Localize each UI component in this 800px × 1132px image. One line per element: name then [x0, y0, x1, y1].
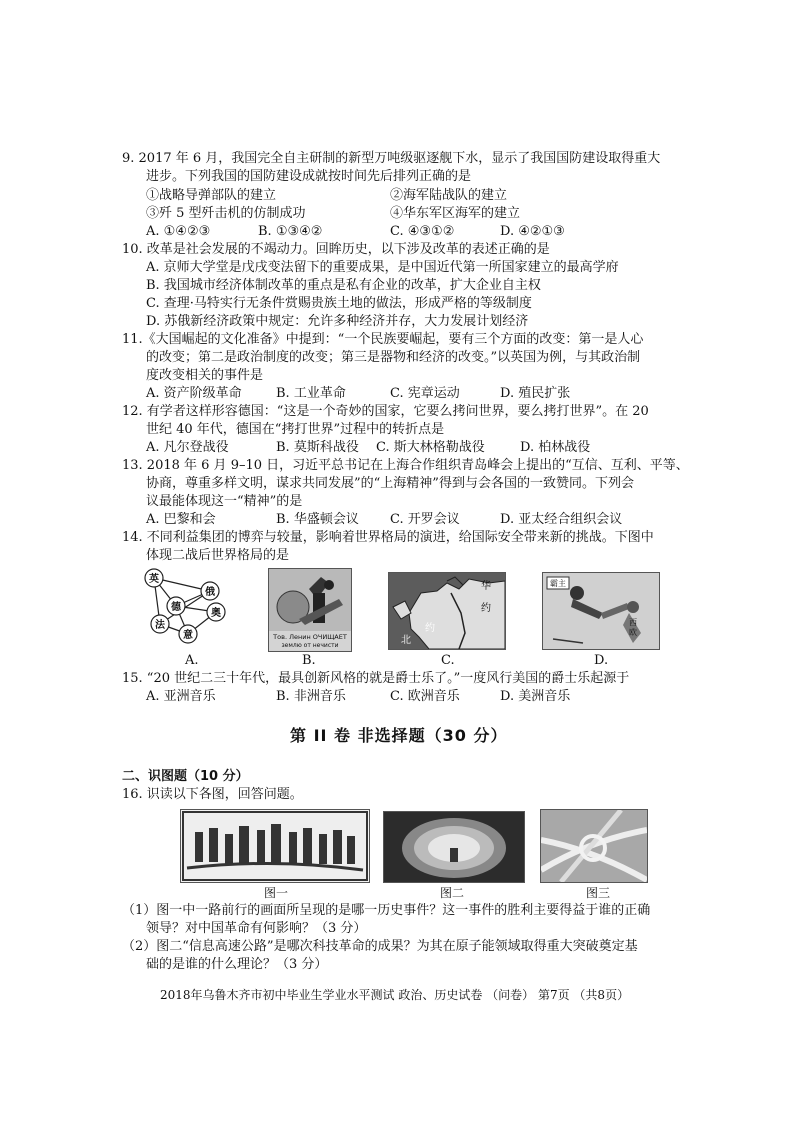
hegemony-cartoon-image	[542, 572, 660, 650]
q14-stem-line2: 体现二战后世界格局的是	[146, 548, 290, 563]
cartoon-label-ou: 欧	[629, 628, 637, 637]
part2-title: 第 II 卷 非选择题（30 分）	[290, 726, 508, 745]
q13-stem-line3: 议最能体现这一“精神”的是	[146, 494, 303, 509]
map-label-yue1: 约	[481, 603, 491, 614]
node-e: 俄	[205, 587, 215, 598]
q9-item-1: ①战略导弹部队的建立	[146, 188, 277, 203]
alliance-diagram	[140, 568, 240, 648]
q10-stem: 10. 改革是社会发展的不竭动力。回眸历史，以下涉及改革的表述正确的是	[122, 242, 550, 257]
q14-stem-line1: 14. 不同利益集团的博弈与较量，影响着世界格局的演进，给国际安全带来新的挑战。下图中	[122, 530, 654, 545]
figure2-image	[383, 811, 525, 883]
q9-option-d: D. ④②①③	[500, 224, 565, 239]
q16-sub2-line2: 础的是谁的什么理论？（3 分）	[146, 957, 328, 972]
q9-item-3: ③歼 5 型歼击机的仿制成功	[146, 206, 306, 221]
q11-option-d: D. 殖民扩张	[500, 386, 571, 401]
q12-option-d: D. 柏林战役	[520, 440, 591, 455]
q9-item-2: ②海军陆战队的建立	[390, 188, 508, 203]
q11-option-c: C. 宪章运动	[390, 386, 460, 401]
q16-sub1-line2: 领导？对中国革命有何影响？（3 分）	[146, 921, 367, 936]
q13-option-a: A. 巴黎和会	[146, 512, 216, 527]
node-yi: 意	[183, 630, 193, 641]
q15-option-b: B. 非洲音乐	[276, 689, 346, 704]
europe-map-image	[388, 572, 506, 650]
q15-stem: 15. “20 世纪二三十年代，最具创新风格的就是爵士乐了。”一度风行美国的爵士乐起源于	[122, 671, 630, 686]
q14-caption-b: B.	[302, 653, 316, 668]
q11-option-a: A. 资产阶级革命	[146, 386, 242, 401]
lenin-poster-image	[268, 568, 352, 652]
q13-option-d: D. 亚太经合组织会议	[500, 512, 623, 527]
figure3-caption: 图三	[586, 886, 611, 900]
cartoon-label-xi: 西	[629, 618, 637, 627]
q11-stem-line2: 的改变；第二是政治制度的改变；第三是器物和经济的改变。”以英国为例，与其政治制	[146, 350, 641, 365]
figure3-image	[540, 809, 648, 883]
q10-option-b: B. 我国城市经济体制改革的重点是私有企业的改革，扩大企业自主权	[146, 278, 541, 293]
q9-option-b: B. ①③④②	[258, 224, 323, 239]
q11-stem-line1: 11.《大国崛起的文化准备》中提到：“一个民族要崛起，要有三个方面的改变：第一是人心	[122, 332, 644, 347]
node-de: 德	[171, 602, 181, 613]
q11-stem-line3: 度改变相关的事件是	[146, 368, 264, 383]
map-label-bei: 北	[401, 635, 411, 646]
cartoon-label-bazhu: 霸主	[550, 579, 566, 588]
q10-option-c: C. 查理·马特实行无条件赏赐贵族土地的做法，形成严格的等级制度	[146, 296, 532, 311]
q9-option-c: C. ④③①②	[390, 224, 455, 239]
map-label-hua: 华	[481, 581, 491, 592]
q10-option-d: D. 苏俄新经济政策中规定：允许多种经济并存，大力发展计划经济	[146, 314, 529, 329]
q12-option-b: B. 莫斯科战役	[276, 440, 359, 455]
q13-stem-line2: 协商，尊重多样文明，谋求共同发展”的“上海精神”得到与会各国的一致赞同。下列会	[146, 476, 634, 491]
q13-option-c: C. 开罗会议	[390, 512, 460, 527]
q9-stem-line2: 进步。下列我国的国防建设成就按时间先后排列正确的是	[146, 169, 472, 184]
page-footer: 2018年乌鲁木齐市初中毕业生学业水平测试 政治、历史试卷 （问卷） 第7页 （共8页）	[160, 988, 630, 1002]
q11-option-b: B. 工业革命	[276, 386, 346, 401]
q9-stem-line1: 9. 2017 年 6 月，我国完全自主研制的新型万吨级驱逐舰下水，显示了我国国防建设取得重大	[122, 151, 661, 166]
q14-caption-a: A.	[185, 653, 199, 668]
q9-option-a: A. ①④②③	[146, 224, 211, 239]
q12-option-c: C. 斯大林格勒战役	[376, 440, 485, 455]
q16-sub1-line1: （1）图一中一路前行的画面所呈现的是哪一历史事件？这一事件的胜利主要得益于谁的正确	[122, 903, 651, 918]
q14-caption-d: D.	[594, 653, 609, 668]
map-label-yue2: 约	[425, 623, 435, 634]
figure1-caption: 图一	[264, 886, 289, 900]
figure1-image	[180, 809, 370, 883]
q9-item-4: ④华东军区海军的建立	[390, 206, 521, 221]
q13-stem-line1: 13. 2018 年 6 月 9–10 日，习近平总书记在上海合作组织青岛峰会上提出的“互信、互利、平等、	[122, 458, 689, 473]
q15-option-a: A. 亚洲音乐	[146, 689, 216, 704]
q16-stem: 16. 识读以下各图，回答问题。	[122, 787, 303, 802]
q10-option-a: A. 京师大学堂是戊戌变法留下的重要成果，是中国近代第一所国家建立的最高学府	[146, 260, 619, 275]
q12-stem-line1: 12. 有学者这样形容德国：“这是一个奇妙的国家，它要么拷问世界，要么拷打世界”。在 20	[122, 404, 649, 419]
figure2-caption: 图二	[440, 886, 465, 900]
section2-heading: 二、识图题（10 分）	[122, 769, 249, 784]
node-ying: 英	[149, 574, 159, 585]
node-fa: 法	[155, 620, 165, 631]
q12-stem-line2: 世纪 40 年代，德国在“拷打世界”过程中的转折点是	[146, 422, 445, 437]
poster-caption-line2: землю от нечисти	[281, 642, 339, 649]
q16-sub2-line1: （2）图二“信息高速公路”是哪次科技革命的成果？为其在原子能领域取得重大突破奠定基	[122, 939, 638, 954]
q12-option-a: A. 凡尔登战役	[146, 440, 229, 455]
q14-caption-c: C.	[441, 653, 455, 668]
q15-option-d: D. 美洲音乐	[500, 689, 571, 704]
q13-option-b: B. 华盛顿会议	[276, 512, 359, 527]
node-ao: 奥	[211, 608, 221, 619]
q15-option-c: C. 欧洲音乐	[390, 689, 460, 704]
poster-caption-line1: Тов. Ленин ОЧИЩАЕТ	[273, 633, 347, 641]
